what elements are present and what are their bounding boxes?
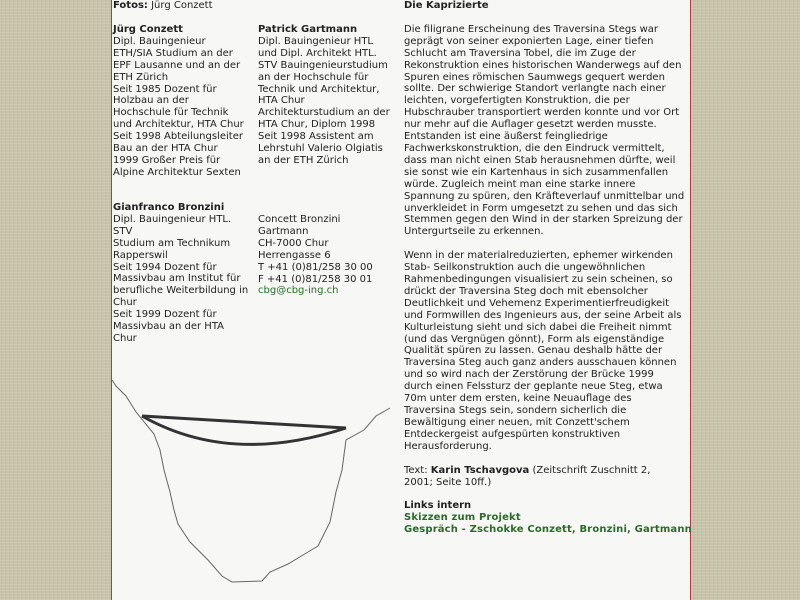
bio-line: Seit 1985 Dozent für [113, 83, 217, 95]
address-line: CH-7000 Chur [258, 237, 329, 249]
bridge-sketch [112, 372, 392, 584]
bridge-cable [142, 416, 346, 444]
bio-bronzini [113, 202, 248, 345]
article-line: Traversina Steg auch ganz anders ausschauen können [404, 357, 677, 369]
bio-name: Gianfranco Bronzini [113, 202, 225, 213]
bio-line: Dipl. Bauingenieur [113, 35, 206, 47]
bio-line: EPF Lausanne und an der [113, 59, 241, 71]
article-line: Bewältigung einer neuen, mit Conzett'schem [404, 416, 630, 428]
link-skizzen[interactable]: Skizzen zum Projekt [404, 512, 521, 524]
article-paragraph [404, 24, 686, 238]
bio-line: Seit 1998 Abteilungsleiter [113, 131, 243, 143]
bio-line: an der ETH Zürich [258, 154, 349, 166]
address-block [258, 214, 373, 297]
article-line: Herausforderung. [404, 440, 492, 452]
bio-line: HTA Chur, Diplom 1998 [258, 119, 376, 131]
bio-line: Rapperswil [113, 249, 168, 261]
gorge-outline [112, 380, 390, 582]
bio-line: Bau an der HTA Chur [113, 143, 218, 155]
credit-source-cont: 2001; Seite 10ff.) [404, 476, 492, 488]
article-line: Kulturleistung sieht und sich dabei die Freiheit nimmt [404, 321, 672, 333]
bio-line: STV Bauingenieurstudium [258, 59, 388, 71]
fotos-credit [113, 0, 213, 12]
address-line: Concett Bronzini [258, 214, 341, 225]
article-credit [404, 465, 686, 489]
bio-line: berufliche Weiterbildung in [113, 285, 249, 297]
credit-label: Text: [404, 464, 428, 476]
article-line: geprägt von seiner exponierten Lage, einer tiefen [404, 35, 654, 47]
credit-source: (Zeitschrift Zuschnitt 2, [532, 464, 651, 476]
article-line: Stemmen gegen den Wind in der starken Spreizung der [404, 214, 683, 226]
address-line: Gartmann [258, 225, 309, 237]
article-line: und Formwillen des Ingenieurs aus, der seine Arbeit als [404, 309, 682, 321]
article-line: dass man nicht einen Stab herausnehmen dürfte, weil [404, 154, 676, 166]
article-line: Fachwerkskonstruktion, die den Eindruck vermittelt, [404, 142, 665, 154]
bio-line: 1999 Großer Preis für [113, 154, 221, 166]
bio-line: und Dipl. Architekt HTL. [258, 47, 377, 59]
bio-lines [113, 36, 244, 179]
article-line: Entdeckergeist aufgespürten konstruktiven [404, 428, 621, 440]
bio-line: Massivbau am Institut für [113, 273, 241, 285]
article-line: Spuren eines römischen Saumwegs gequert werden [404, 71, 665, 83]
links-heading: Links intern [404, 500, 472, 512]
fotos-value: Jürg Conzett [151, 0, 213, 11]
bio-line: Massivbau an der HTA [113, 321, 224, 333]
bio-line: Technik und Architektur, [258, 83, 380, 95]
bio-line: STV [113, 225, 133, 237]
address-line: T +41 (0)81/258 30 00 [258, 261, 373, 273]
address-line: F +41 (0)81/258 30 01 [258, 273, 373, 285]
article-line: Deutlichkeit und Vehemenz Experimentierfreudigkeit [404, 297, 670, 309]
article-line: sie sonst wie ein Kartenhaus in sich zusammenfallen [404, 166, 669, 178]
bio-conzett [113, 24, 244, 179]
bio-line: Alpine Architektur Sexten [113, 166, 241, 178]
bio-line: Seit 1994 Dozent für [113, 261, 217, 273]
bio-line: Seit 1999 Dozent für [113, 309, 217, 321]
bio-line: ETH/SIA Studium an der [113, 47, 233, 59]
article-line: Untergurtseile zu erkennen. [404, 226, 544, 238]
bridge-deck [142, 416, 346, 428]
bio-line: Holzbau an der [113, 95, 189, 107]
article-paragraph [404, 250, 686, 452]
bio-lines [258, 36, 390, 167]
article-line: Hubschrauber transportiert werden konnte und vor Ort [404, 107, 680, 119]
bio-line: Architekturstudium an der [258, 107, 390, 119]
address-line: Herrengasse 6 [258, 249, 331, 261]
bio-line: Dipl. Bauingenieur HTL [258, 35, 373, 47]
bio-line: Lehrstuhl Valerio Olgiatis [258, 143, 383, 155]
article-line: drückt der Traversina Steg doch mit ebensolcher [404, 285, 648, 297]
article-line: und so wird nach der Zerstörung der Brücke 1999 [404, 369, 654, 381]
article-line: Wenn in der materialreduzierten, ephemer wirkenden [404, 250, 673, 262]
links-section [404, 500, 692, 536]
bio-line: Hochschule für Technik [113, 107, 229, 119]
article-line: Spannung zu spüren, den Kräfteverlauf unmittelbar und [404, 190, 685, 202]
article-line: 70m unter dem ersten, keine Neuauflage des [404, 393, 632, 405]
article-line: durch einen Felssturz der geplante neue Steg, etwa [404, 381, 663, 393]
article-line: unverkleidet in Form umgesetzt zu sehen und das sich [404, 202, 678, 214]
bio-line: Studium am Technikum [113, 237, 231, 249]
bio-line: HTA Chur [258, 95, 305, 107]
article-line: Qualität spüren zu lassen. Genau deshalb hätte der [404, 345, 663, 357]
bio-line: Seit 1998 Assistent am [258, 131, 374, 143]
article-line: Stab- Seilkonstruktion auch die ungewöhnlichen [404, 262, 646, 274]
article-line: Traversina Stegs sein, sondern sicherlich die [404, 405, 627, 416]
bio-gartmann [258, 24, 390, 167]
bio-line: Chur [113, 297, 137, 309]
bio-line: und Architektur, HTA Chur [113, 119, 244, 131]
fotos-label: Fotos: [113, 0, 148, 11]
article-line: Die filigrane Erscheinung des Traversina Stegs war [404, 23, 659, 35]
article-line: (und das Vergnügen gönnt), Form als eigenständige [404, 333, 665, 345]
article-line: Rahmenbedingungen visualisiert zu sein scheinen, so [404, 274, 673, 286]
credit-author: Karin Tschavgova [430, 464, 530, 476]
article-line: Rekonstruktion eines historischen Wanderwegs auf den [404, 59, 682, 71]
bio-line: Chur [113, 332, 137, 344]
article [404, 0, 692, 536]
email-link[interactable]: cbg@cbg-ing.ch [258, 285, 339, 297]
bio-name: Jürg Conzett [113, 24, 183, 35]
article-line: Entstanden ist eine äußerst feingliedrige [404, 131, 608, 143]
article-line: Schlucht am Traversina Tobel, die im Zuge der [404, 47, 636, 59]
article-line: nur mehr auf die Auflager gesetzt werden musste. [404, 119, 657, 131]
article-heading: Die Kaprizierte [404, 0, 489, 11]
bio-name: Patrick Gartmann [258, 24, 358, 35]
link-gespraech[interactable]: Gespräch - Zschokke Conzett, Bronzini, Gartmann [404, 524, 692, 536]
article-line: leichten, vorgefertigten Konstruktion, die per [404, 95, 630, 107]
article-line: sollte. Der schwierige Standort verlangte nach einer [404, 83, 666, 95]
bio-lines [113, 214, 248, 345]
bio-line: Dipl. Bauingenieur HTL. [113, 213, 232, 225]
bio-line: ETH Zürich [113, 71, 169, 83]
bio-line: an der Hochschule für [258, 71, 369, 83]
article-line: würde. Zugleich meint man eine starke innere [404, 178, 636, 190]
